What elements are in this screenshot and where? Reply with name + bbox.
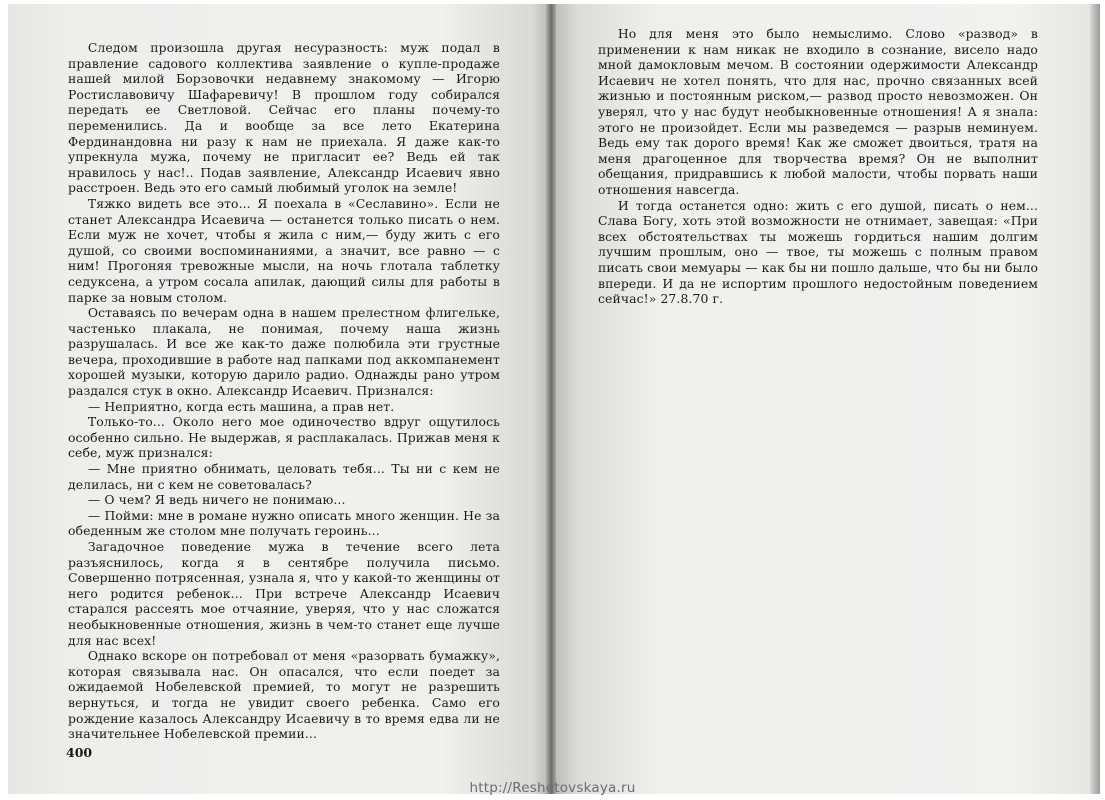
dialog-line: — Пойми: мне в романе нужно описать много женщин. Не за обеденным же столом мне получать героинь...: [68, 507, 500, 539]
dialog-line: — О чем? Я ведь ничего не понимаю...: [87, 492, 346, 508]
book-spread: [8, 4, 1100, 794]
left-page-text: [68, 40, 500, 742]
paragraph: Следом произошла другая несуразность: муж подал в правление садового коллектива заявление о купле-продаже нашей милой Борзовочки недавнему знакомому — Игорю Ростиславовичу Шафаревичу! В прошлом году собирался передать ее Светловой. Сейчас его планы почему-то переменились. Да и вообще за все лето Екатерина Фердинандовна ни разу к нам не приехала. Я даже как-то упрекнула мужа, почему не пригласит ее? Ведь ей так нравилось у нас!.. Подав заявление, Александр Исаевич явно расстроен. Ведь это его самый любимый уголок на земле!: [68, 40, 500, 196]
paragraph: Но для меня это было немыслимо. Слово «развод» в применении к нам никак не входило в сознание, висело надо мной дамокловым мечом. В состоянии одержимости Александр Исаевич не хотел понять, что для нас, прочно связанных всей жизнью и постоянным риском,— развод просто невозможен. Он уверял, что у нас будут необыкновенные отношения! А я знала: этого не произойдет. Если мы разведемся — разрыв неминуем. Ведь ему так дорого время! Как же сможет двоиться, тратя на меня драгоценное для творчества время? Он не выполнит обещания, придравшись к любой малости, чтобы порвать наши отношения навсегда.: [598, 26, 1038, 197]
paragraph: Однако вскоре он потребовал от меня «разорвать бумажку», которая связывала нас. Он опасался, что если поедет за ожидаемой Нобелевской премией, то могут не разрешить вернуться, и тогда не увидит своего ребенка. Само его рождение казалось Александру Исаевичу в то время едва ли не значительнее Нобелевской премии...: [68, 648, 500, 742]
dialog-line: — Мне приятно обнимать, целовать тебя... Ты ни с кем не делилась, ни с кем не советовалась?: [68, 461, 500, 492]
paragraph: Тяжко видеть все это... Я поехала в «Сеславино». Если не станет Александра Исаевича — останется только писать о нем. Если муж не хочет, чтобы я жила с ним,— буду жить с его душой, со своими воспоминаниями, а значит, все равно — с ним! Прогоняя тревожные мысли, на ночь глотала таблетку седуксена, а утром сосала апилак, дающий силы для работы в парке за новым столом.: [68, 195, 500, 305]
paragraph: И тогда останется одно: жить с его душой, писать о нем... Слава Богу, хоть этой возможности не отнимает, завещая: «При всех обстоятельствах ты можешь гордиться нашим долгим лучшим прошлым, оно — твое, ты можешь с полным правом писать свои мемуары — как бы ни пошло дальше, что бы ни было впереди. И да не испортим прошлого недостойным поведением сейчас!» 27.8.70 г.: [598, 197, 1038, 307]
paragraph: Загадочное поведение мужа в течение всего лета разъяснилось, когда я в сентябре получила письмо. Совершенно потрясенная, узнала я, что у какой-то женщины от него родится ребенок... При встрече Александр Исаевич старался рассеять мое отчаяние, уверяя, что у нас сложатся необыкновенные отношения, жизнь в чем-то станет еще лучше для нас всех!: [68, 539, 500, 648]
dialog-line: — Неприятно, когда есть машина, а прав нет.: [87, 398, 395, 414]
watermark-url: http://Reshetovskaya.ru: [469, 780, 636, 796]
right-page-text: [598, 26, 1038, 307]
paragraph: Оставаясь по вечерам одна в нашем прелестном флигельке, частенько плакала, не понимая, почему наша жизнь разрушалась. И все же как-то даже полюбила эти грустные вечера, проходившие в работе над папками под аккомпанемент хорошей музыки, которую дарило радио. Однажды рано утром раздался стук в окно. Александр Исаевич. Признался:: [68, 305, 500, 399]
right-page: [556, 4, 1100, 794]
left-page: [8, 4, 548, 794]
page-number: 400: [66, 745, 93, 760]
paragraph: Только-то... Около него мое одиночество вдруг ощутилось особенно сильно. Не выдержав, я расплакалась. Прижав меня к себе, муж признался:: [68, 414, 500, 461]
page-edge: [1090, 4, 1100, 794]
